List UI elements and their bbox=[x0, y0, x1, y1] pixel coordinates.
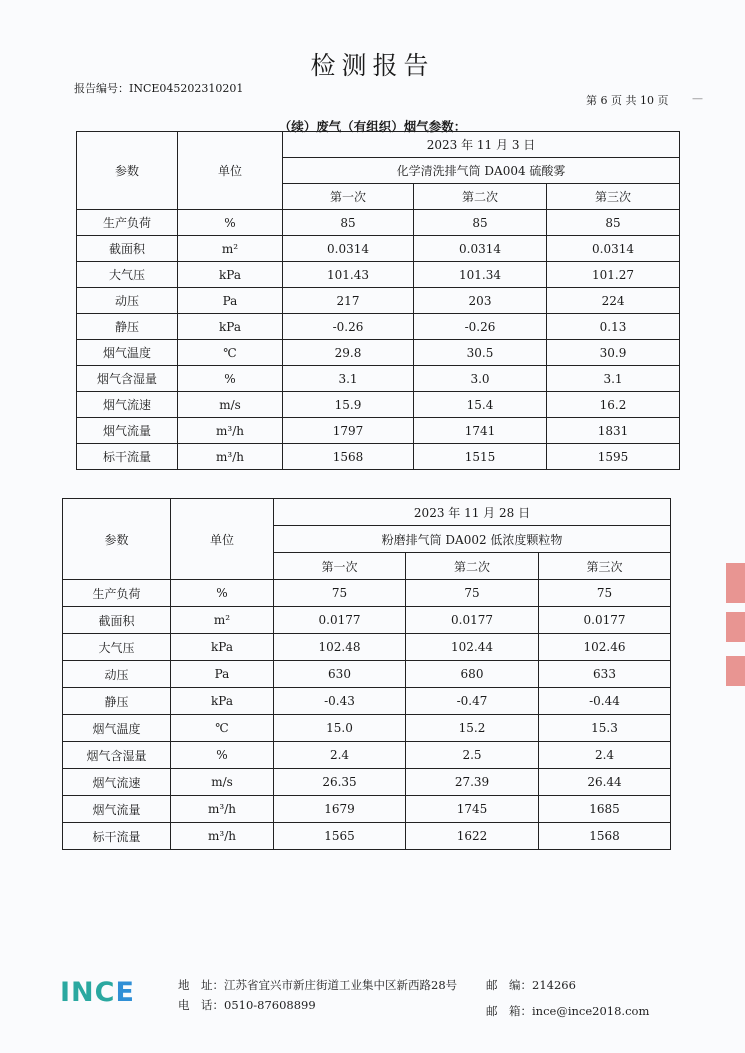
value-cell: 0.0314 bbox=[414, 236, 547, 262]
value-cell: 29.8 bbox=[283, 340, 414, 366]
value-cell: 680 bbox=[406, 661, 539, 688]
footer-email: 邮 箱：ince@ince2018.com bbox=[486, 1004, 650, 1018]
seal-stamp-fragment bbox=[726, 656, 745, 686]
unit-header: 单位 bbox=[178, 132, 283, 210]
param-cell: 烟气流速 bbox=[77, 392, 178, 418]
value-cell: 1515 bbox=[414, 444, 547, 470]
run-header: 第三次 bbox=[547, 184, 680, 210]
param-cell: 动压 bbox=[77, 288, 178, 314]
param-cell: 烟气含湿量 bbox=[77, 366, 178, 392]
value-cell: 217 bbox=[283, 288, 414, 314]
value-cell: 224 bbox=[547, 288, 680, 314]
unit-cell: m/s bbox=[171, 769, 274, 796]
value-cell: -0.26 bbox=[283, 314, 414, 340]
value-cell: 102.46 bbox=[539, 634, 671, 661]
source-header: 粉磨排气筒 DA002 低浓度颗粒物 bbox=[274, 526, 671, 553]
value-cell: 1568 bbox=[283, 444, 414, 470]
value-cell: 15.0 bbox=[274, 715, 406, 742]
unit-cell: kPa bbox=[171, 634, 274, 661]
unit-cell: % bbox=[178, 210, 283, 236]
unit-cell: m³/h bbox=[171, 823, 274, 850]
param-cell: 大气压 bbox=[77, 262, 178, 288]
table-row bbox=[77, 340, 680, 366]
value-cell: 633 bbox=[539, 661, 671, 688]
table-row bbox=[63, 607, 671, 634]
run-header: 第一次 bbox=[274, 553, 406, 580]
table-row bbox=[77, 314, 680, 340]
value-cell: 26.35 bbox=[274, 769, 406, 796]
value-cell: 85 bbox=[414, 210, 547, 236]
table-row bbox=[63, 661, 671, 688]
value-cell: 3.1 bbox=[547, 366, 680, 392]
date-header: 2023 年 11 月 28 日 bbox=[274, 499, 671, 526]
unit-cell: m² bbox=[171, 607, 274, 634]
table-row bbox=[77, 262, 680, 288]
table-row bbox=[77, 288, 680, 314]
param-cell: 静压 bbox=[77, 314, 178, 340]
param-header: 参数 bbox=[63, 499, 171, 580]
value-cell: 102.44 bbox=[406, 634, 539, 661]
report-number: 报告编号：INCE045202310201 bbox=[74, 82, 244, 95]
value-cell: 85 bbox=[283, 210, 414, 236]
footer-phone: 电 话：0510-87608899 bbox=[178, 998, 316, 1012]
unit-cell: kPa bbox=[178, 262, 283, 288]
report-title: 检测报告 bbox=[310, 51, 435, 80]
table-row bbox=[63, 742, 671, 769]
unit-cell: kPa bbox=[178, 314, 283, 340]
page-edge-mark: — bbox=[692, 92, 703, 105]
value-cell: 2.5 bbox=[406, 742, 539, 769]
param-cell: 大气压 bbox=[63, 634, 171, 661]
param-cell: 生产负荷 bbox=[77, 210, 178, 236]
value-cell: -0.47 bbox=[406, 688, 539, 715]
value-cell: 75 bbox=[539, 580, 671, 607]
value-cell: 15.9 bbox=[283, 392, 414, 418]
value-cell: 3.1 bbox=[283, 366, 414, 392]
flue-gas-table-2 bbox=[62, 498, 671, 850]
table-row bbox=[63, 769, 671, 796]
param-cell: 标干流量 bbox=[77, 444, 178, 470]
footer-postcode: 邮 编：214266 bbox=[486, 978, 576, 992]
value-cell: 101.27 bbox=[547, 262, 680, 288]
footer-address: 地 址：江苏省宜兴市新庄街道工业集中区新西路28号 bbox=[178, 978, 458, 992]
table-row bbox=[63, 580, 671, 607]
unit-cell: ℃ bbox=[178, 340, 283, 366]
param-cell: 截面积 bbox=[77, 236, 178, 262]
value-cell: 1741 bbox=[414, 418, 547, 444]
value-cell: 1745 bbox=[406, 796, 539, 823]
param-cell: 生产负荷 bbox=[63, 580, 171, 607]
unit-cell: m² bbox=[178, 236, 283, 262]
value-cell: 16.2 bbox=[547, 392, 680, 418]
table-row bbox=[77, 392, 680, 418]
value-cell: 30.5 bbox=[414, 340, 547, 366]
table-row bbox=[63, 634, 671, 661]
value-cell: 26.44 bbox=[539, 769, 671, 796]
unit-cell: m³/h bbox=[178, 444, 283, 470]
unit-cell: kPa bbox=[171, 688, 274, 715]
run-header: 第二次 bbox=[406, 553, 539, 580]
unit-cell: m³/h bbox=[178, 418, 283, 444]
value-cell: 0.0177 bbox=[406, 607, 539, 634]
table-row bbox=[63, 823, 671, 850]
unit-header: 单位 bbox=[171, 499, 274, 580]
unit-cell: Pa bbox=[178, 288, 283, 314]
value-cell: 1622 bbox=[406, 823, 539, 850]
unit-cell: m/s bbox=[178, 392, 283, 418]
unit-cell: ℃ bbox=[171, 715, 274, 742]
unit-cell: Pa bbox=[171, 661, 274, 688]
param-cell: 烟气温度 bbox=[77, 340, 178, 366]
unit-cell: % bbox=[171, 580, 274, 607]
value-cell: -0.43 bbox=[274, 688, 406, 715]
value-cell: 1679 bbox=[274, 796, 406, 823]
table-row bbox=[63, 688, 671, 715]
header-row bbox=[77, 132, 680, 158]
value-cell: 1831 bbox=[547, 418, 680, 444]
flue-gas-table-1 bbox=[76, 131, 680, 470]
table-row bbox=[77, 236, 680, 262]
value-cell: 0.0314 bbox=[283, 236, 414, 262]
value-cell: 30.9 bbox=[547, 340, 680, 366]
header-row bbox=[63, 499, 671, 526]
table-row bbox=[77, 444, 680, 470]
value-cell: 75 bbox=[406, 580, 539, 607]
unit-cell: % bbox=[178, 366, 283, 392]
value-cell: 630 bbox=[274, 661, 406, 688]
seal-stamp-fragment bbox=[726, 563, 745, 603]
value-cell: 102.48 bbox=[274, 634, 406, 661]
table-row bbox=[63, 796, 671, 823]
table-row bbox=[77, 418, 680, 444]
value-cell: 3.0 bbox=[414, 366, 547, 392]
param-cell: 标干流量 bbox=[63, 823, 171, 850]
value-cell: 75 bbox=[274, 580, 406, 607]
page-number: 第 6 页 共 10 页 bbox=[586, 94, 669, 107]
value-cell: -0.44 bbox=[539, 688, 671, 715]
value-cell: 101.34 bbox=[414, 262, 547, 288]
seal-stamp-fragment bbox=[726, 612, 745, 642]
param-cell: 静压 bbox=[63, 688, 171, 715]
param-cell: 烟气流量 bbox=[63, 796, 171, 823]
value-cell: 27.39 bbox=[406, 769, 539, 796]
value-cell: 15.3 bbox=[539, 715, 671, 742]
value-cell: 1595 bbox=[547, 444, 680, 470]
param-cell: 截面积 bbox=[63, 607, 171, 634]
value-cell: 203 bbox=[414, 288, 547, 314]
value-cell: 1568 bbox=[539, 823, 671, 850]
value-cell: 85 bbox=[547, 210, 680, 236]
ince-logo: INCE bbox=[60, 977, 135, 1008]
value-cell: 0.0177 bbox=[539, 607, 671, 634]
param-cell: 烟气含湿量 bbox=[63, 742, 171, 769]
run-header: 第三次 bbox=[539, 553, 671, 580]
source-header: 化学清洗排气筒 DA004 硫酸雾 bbox=[283, 158, 680, 184]
run-header: 第一次 bbox=[283, 184, 414, 210]
value-cell: 101.43 bbox=[283, 262, 414, 288]
value-cell: 1565 bbox=[274, 823, 406, 850]
param-cell: 烟气温度 bbox=[63, 715, 171, 742]
value-cell: 0.0314 bbox=[547, 236, 680, 262]
value-cell: 2.4 bbox=[539, 742, 671, 769]
value-cell: 1797 bbox=[283, 418, 414, 444]
value-cell: 0.13 bbox=[547, 314, 680, 340]
unit-cell: % bbox=[171, 742, 274, 769]
value-cell: -0.26 bbox=[414, 314, 547, 340]
section-title: （续）废气（有组织）烟气参数： bbox=[278, 119, 467, 134]
param-cell: 烟气流速 bbox=[63, 769, 171, 796]
run-header: 第二次 bbox=[414, 184, 547, 210]
value-cell: 1685 bbox=[539, 796, 671, 823]
param-cell: 动压 bbox=[63, 661, 171, 688]
param-cell: 烟气流量 bbox=[77, 418, 178, 444]
value-cell: 15.2 bbox=[406, 715, 539, 742]
date-header: 2023 年 11 月 3 日 bbox=[283, 132, 680, 158]
unit-cell: m³/h bbox=[171, 796, 274, 823]
table-row bbox=[63, 715, 671, 742]
table-row bbox=[77, 210, 680, 236]
value-cell: 0.0177 bbox=[274, 607, 406, 634]
table-row bbox=[77, 366, 680, 392]
value-cell: 2.4 bbox=[274, 742, 406, 769]
param-header: 参数 bbox=[77, 132, 178, 210]
value-cell: 15.4 bbox=[414, 392, 547, 418]
